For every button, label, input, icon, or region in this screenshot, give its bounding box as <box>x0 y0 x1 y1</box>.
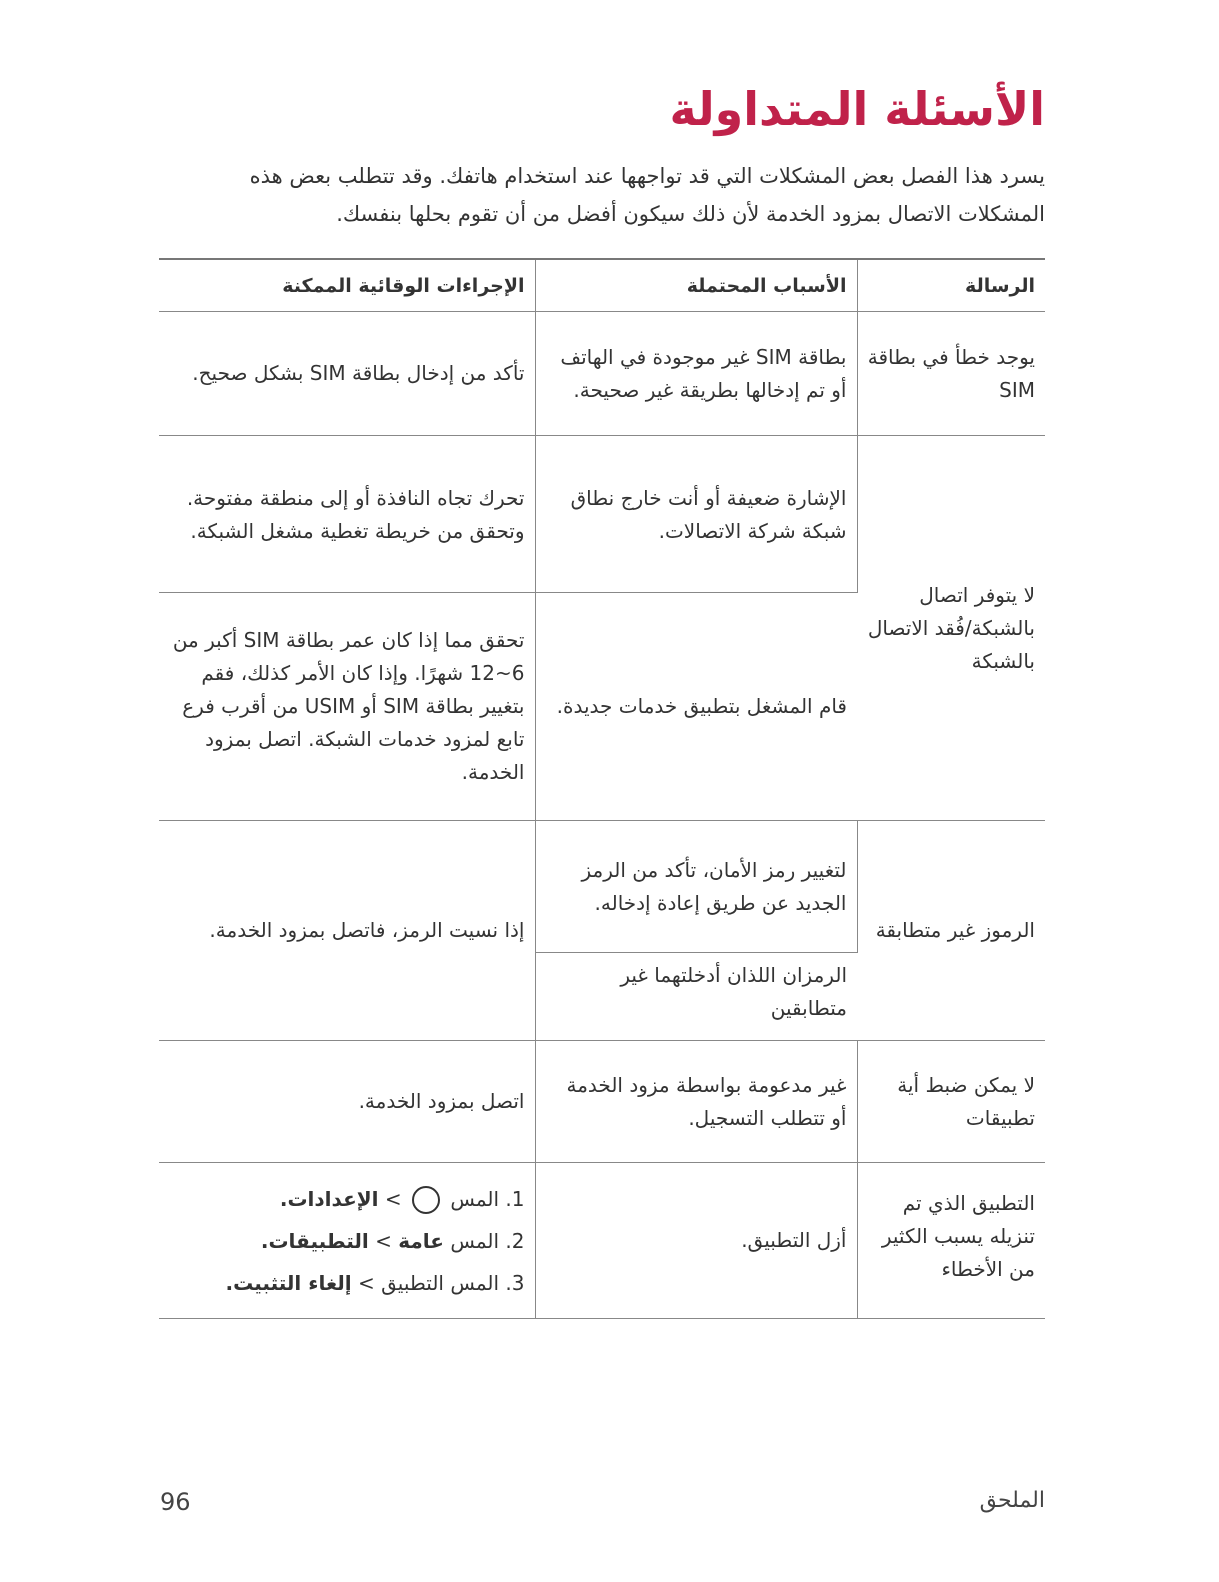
action-cell: تحرك تجاه النافذة أو إلى منطقة مفتوحة. وتحقق من خريطة تغطية مشغل الشبكة. <box>159 436 535 593</box>
action-cell: تحقق مما إذا كان عمر بطاقة SIM أكبر من 6~12 شهرًا. وإذا كان الأمر كذلك، فقم بتغيير بطاقة SIM أو USIM من أقرب فرع تابع لمزود خدمات الشبكة. اتصل بمزود الخدمة. <box>159 593 535 821</box>
action-cell: اتصل بمزود الخدمة. <box>159 1041 535 1163</box>
page-number: 96 <box>160 1488 191 1516</box>
step-number: 1. <box>505 1186 525 1211</box>
cause-cell: قام المشغل بتطبيق خدمات جديدة. <box>535 593 857 821</box>
message-cell: لا يتوفر اتصال بالشبكة/فُقد الاتصال بالشبكة <box>857 436 1045 821</box>
steps-list <box>169 1178 525 1304</box>
message-cell: التطبيق الذي تم تنزيله يسبب الكثير من الأخطاء <box>857 1163 1045 1319</box>
header-causes: الأسباب المحتملة <box>535 259 857 312</box>
table-row <box>159 1163 1045 1319</box>
list-item <box>169 1178 525 1220</box>
home-circle-icon <box>412 1186 440 1214</box>
page-title: الأسئلة المتداولة <box>669 82 1045 136</box>
cause-cell: بطاقة SIM غير موجودة في الهاتف أو تم إدخالها بطريقة غير صحيحة. <box>535 312 857 436</box>
faq-table <box>159 258 1045 1319</box>
table-row <box>159 821 1045 953</box>
step-verb: المس <box>450 1186 500 1211</box>
message-cell: لا يمكن ضبط أية تطبيقات <box>857 1041 1045 1163</box>
apps-label: التطبيقات. <box>260 1228 369 1253</box>
cause-cell: لتغيير رمز الأمان، تأكد من الرمز الجديد عن طريق إعادة إدخاله. <box>535 821 857 953</box>
step-separator: > <box>358 1270 375 1295</box>
uninstall-label: إلغاء التثبيت. <box>225 1270 352 1295</box>
cause-cell: الإشارة ضعيفة أو أنت خارج نطاق شبكة شركة الاتصالات. <box>535 436 857 593</box>
action-cell: إذا نسيت الرمز، فاتصل بمزود الخدمة. <box>159 821 535 1041</box>
step-number: 3. <box>505 1270 525 1295</box>
list-item <box>169 1262 525 1304</box>
table-row <box>159 436 1045 593</box>
table-row <box>159 1041 1045 1163</box>
settings-label: الإعدادات. <box>279 1186 379 1211</box>
cause-cell: أزل التطبيق. <box>535 1163 857 1319</box>
cause-cell: غير مدعومة بواسطة مزود الخدمة أو تتطلب التسجيل. <box>535 1041 857 1163</box>
table-row <box>159 312 1045 436</box>
step-separator: > <box>375 1228 392 1253</box>
message-cell: يوجد خطأ في بطاقة SIM <box>857 312 1045 436</box>
step-separator: > <box>384 1186 402 1211</box>
header-actions: الإجراءات الوقائية الممكنة <box>159 259 535 312</box>
list-item <box>169 1220 525 1262</box>
step-number: 2. <box>505 1228 525 1253</box>
table-header-row <box>159 259 1045 312</box>
header-message: الرسالة <box>857 259 1045 312</box>
message-cell: الرموز غير متطابقة <box>857 821 1045 1041</box>
footer-section-name: الملحق <box>979 1488 1045 1513</box>
cause-cell: الرمزان اللذان أدخلتهما غير متطابقين <box>535 953 857 1041</box>
general-label: عامة <box>398 1228 444 1253</box>
step-verb: المس التطبيق <box>381 1270 500 1295</box>
action-cell: تأكد من إدخال بطاقة SIM بشكل صحيح. <box>159 312 535 436</box>
intro-paragraph: يسرد هذا الفصل بعض المشكلات التي قد تواجهها عند استخدام هاتفك. وقد تتطلب بعض هذه المشكلات الاتصال بمزود الخدمة لأن ذلك سيكون أفضل من أن تقوم بحلها بنفسك. <box>249 164 1045 226</box>
action-cell <box>159 1163 535 1319</box>
step-verb: المس <box>450 1228 500 1253</box>
